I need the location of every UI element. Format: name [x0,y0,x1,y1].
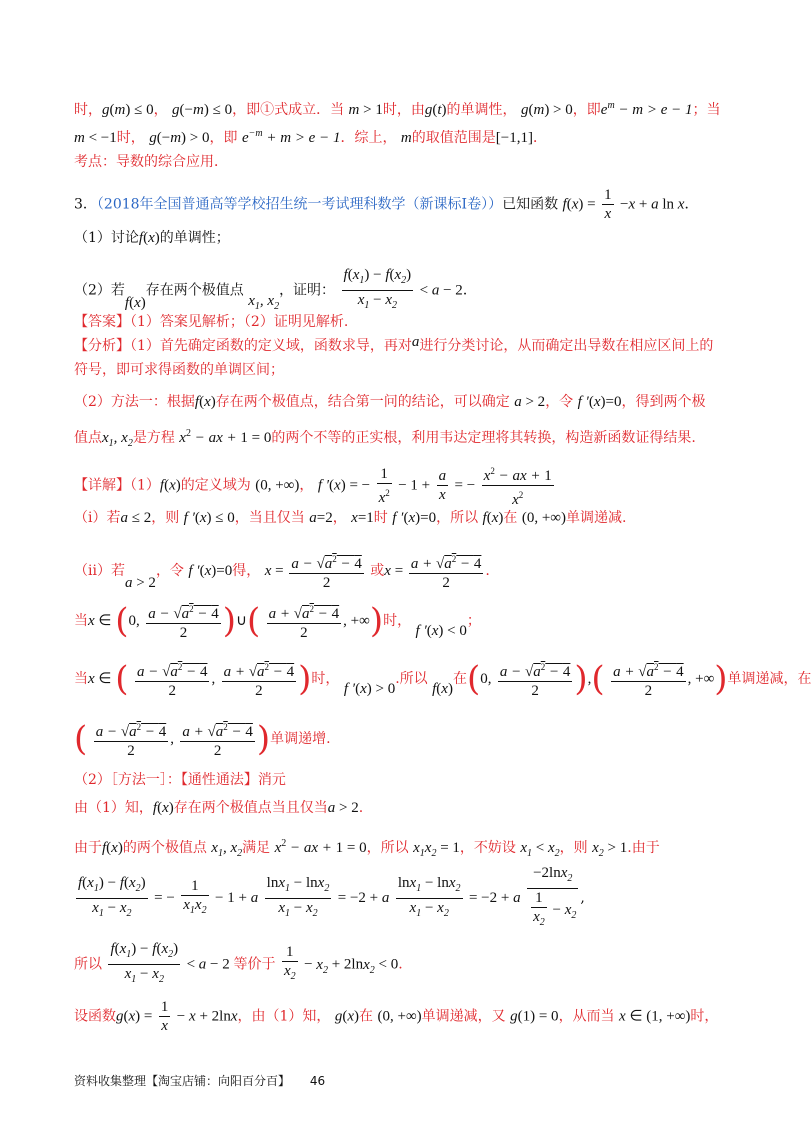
question-3-part-2: （2）若f(x)存在两个极值点 $x_1$, $x_2$，证明： $\frac{f(x_1) - f(x_2)}{x_1 - x_2}$ < a − 2． [74,267,477,312]
question-3-part-1: （1）讨论f(x)的单调性； [74,230,230,246]
analysis-line-2: 符号，即可求得函数的单调区间； [74,362,284,378]
analysis-line-3: （2）方法一：根据f(x)存在两个极值点，结合第一问的结论，可以确定 a > 2，令 f ′(x)=0，得到两个极 [74,394,706,410]
analysis-line-1: 【分析】（1）首先确定函数的定义域，函数求导，再对a进行分类讨论，从而确定出导数在相应区间上的 [74,334,714,354]
when-line-2: 当x ∈ ( $\frac{a - √a^2 - 4}{2}$ , $\frac{a + √a^2 - 4}{2}$ )时， f ′(x) > 0.所以 f(x)在(0, $\frac{a - √a^2 - 4}{2}$ ),( $\frac{a + √a^2 - 4}{2}$ , +∞)单调递减，在 [74,659,812,699]
so-line: 所以 $\frac{f(x_1) - f(x_2)}{x_1 - x_2}$ < a − 2 等价于 $\frac{1}{x_2}$ − $x_2 + 2\ln x_2 < 0$. [74,941,403,985]
question-3: 3．（2018年全国普通高等学校招生统一考试理科数学（新课标I卷））已知函数 f(x) = $\frac{1}{x}$ −x + a ln x． [74,187,699,222]
question-source: （2018年全国普通高等学校招生统一考试理科数学（新课标I卷）） [96,196,503,213]
kaodian-line: 考点：导数的综合应用． [74,154,228,170]
solution-line-1: 时，g(m) ≤ 0， g(−m) ≤ 0，即①式成立．当 m > 1时，由g(t)的单调性， g(m) > 0，即$e^m - m > e - 1$；当 [74,100,721,118]
detail-case-ii: （ii）若a > 2，令 f ′(x)=0得， x = $\frac{a - √a^2 - 4}{2}$ 或x = $\frac{a + √a^2 - 4}{2}$ . [74,550,490,592]
since-line: 由于f(x)的两个极值点 $x_1$, $x_2$满足 $x^2$ − ax + 1 = 0，所以 $x_1x_2 = 1$，不妨设 $x_1 < x_2$，则 $x_2 > 1$.由于 [74,838,660,859]
detail-case-i: （i）若a ≤ 2，则 f ′(x) ≤ 0，当且仅当 a=2， x=1时 f ′(x)=0，所以 f(x)在 (0, +∞)单调递减. [74,510,627,526]
analysis-line-4: 值点$x_1$, $x_2$是方程 $x^2$ − ax + 1 = 0的两个不等的正实根，利用韦达定理将其转换，构造新函数证得结果. [74,428,696,449]
detail-line-1: 【详解】（1）f(x)的定义域为 (0, +∞)， f ′(x) = − $\frac{1}{x^2}$ − 1 + $\frac{a}{x}$ = − $\frac{x^2 - ax + 1}{x^2}$ [74,462,556,509]
solution-line-2: m < −1时， g(−m) > 0，即 $e^{-m} + m > e - 1$．综上， m的取值范围是[−1,1]． [74,128,547,146]
setfn-line: 设函数g(x) = $\frac{1}{x}$ − x + 2lnx，由（1）知， g(x)在 (0, +∞)单调递减，又 g(1) = 0，从而当 x ∈ (1, +∞)时， [74,999,719,1034]
when-line-1: 当x ∈ (0, $\frac{a - √a^2 - 4}{2}$ )∪( $\frac{a + √a^2 - 4}{2}$ , +∞)时， f ′(x) < 0； [74,601,481,641]
answer-line: 【答案】（1）答案见解析；（2）证明见解析. [74,314,349,330]
by-line: 由（1）知，f(x)存在两个极值点当且仅当a > 2. [74,800,364,816]
increase-line: ( $\frac{a - √a^2 - 4}{2}$ , $\frac{a + √a^2 - 4}{2}$ )单调递增. [74,719,331,759]
equation-chain: $\frac{f(x_1) - f(x_2)}{x_1 - x_2}$ = − $\frac{1}{x_1x_2}$ − 1 + a $\frac{\ln x_1 - \ln x_2}{x_1 - x_2}$ = −2 + a $\frac{\ln x_1 - \ln x_2}{x_1 - x_2}$ = −2 + a −2lnx$_2$ $\frac{1}{x_2}$ − $x_2$ , [78,865,585,928]
part2-heading: （2）［方法一］：【通性通法】消元 [74,772,286,788]
page-number: 46 [309,1074,326,1088]
footer-text: 资料收集整理【淘宝店铺：向阳百分百】 [74,1074,291,1088]
page-footer [74,1072,325,1089]
